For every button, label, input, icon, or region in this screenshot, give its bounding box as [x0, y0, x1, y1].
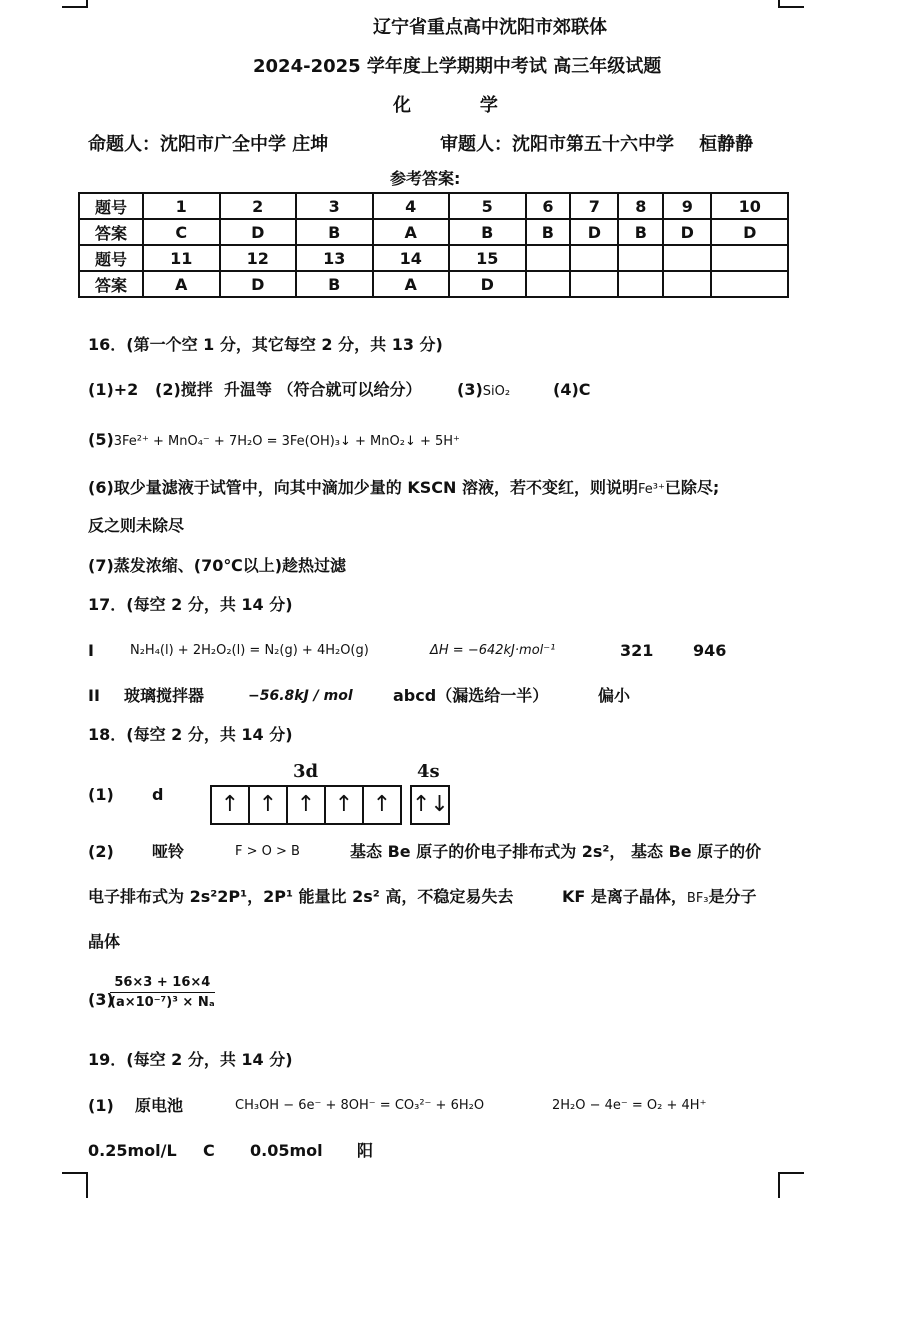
- q17-ii-a: 玻璃搅拌器: [124, 686, 205, 705]
- q19-2-b: C: [203, 1141, 215, 1160]
- table-cell: D: [220, 271, 297, 297]
- table-cell: A: [143, 271, 220, 297]
- table-cell: B: [526, 219, 571, 245]
- q18-2-c: 基态 Be 原子的价电子排布式为 2s²， 基态 Be 原子的价: [350, 842, 762, 861]
- table-cell: 14: [373, 245, 450, 271]
- crop-mark: [778, 1172, 804, 1198]
- q16-heading: 16．(第一个空 1 分，其它每空 2 分，共 13 分): [88, 335, 443, 354]
- table-cell: 9: [663, 193, 711, 219]
- label: (5): [88, 430, 114, 449]
- orbital-cell: ↑: [250, 787, 288, 823]
- table-cell: 15: [449, 245, 526, 271]
- answers-label: 参考答案:: [390, 169, 461, 188]
- q17-ii-b: −56.8kJ / mol: [248, 688, 353, 704]
- q18-2-d: 电子排布式为 2s²2P¹，2P¹ 能量比 2s² 高，不稳定易失去: [88, 887, 514, 906]
- reviewer: 审题人：沈阳市第五十六中学 桓静静: [440, 134, 754, 155]
- table-row: [79, 193, 788, 219]
- q18-3-label: (3): [88, 990, 114, 1009]
- q17-value-2: 946: [693, 641, 727, 660]
- row-header: 答案: [79, 219, 143, 245]
- q17-equation: N₂H₄(l) + 2H₂O₂(l) = N₂(g) + 4H₂O(g): [130, 643, 369, 658]
- orbital-3d-label: 3d: [293, 761, 319, 782]
- answer-table: [78, 192, 789, 298]
- table-cell: B: [296, 271, 373, 297]
- crop-mark: [62, 1172, 88, 1198]
- text: 已除尽;: [664, 478, 720, 497]
- school-title: 辽宁省重点高中沈阳市郊联体: [373, 17, 607, 38]
- denominator: (a×10⁻⁷)³ × Nₐ: [110, 995, 215, 1010]
- q19-1-label: (1): [88, 1096, 114, 1115]
- q19-2-c: 0.05mol: [250, 1141, 323, 1160]
- table-cell: [618, 271, 663, 297]
- q19-1-a: 原电池: [135, 1096, 184, 1115]
- table-cell: 13: [296, 245, 373, 271]
- author: 命题人：沈阳市广全中学 庄坤: [88, 134, 329, 155]
- q16-answer-5: [88, 430, 460, 452]
- table-cell: [526, 245, 571, 271]
- q17-value-1: 321: [620, 641, 654, 660]
- q19-2-d: 阳: [357, 1141, 374, 1160]
- table-cell: 7: [570, 193, 618, 219]
- q19-heading: 19．(每空 2 分，共 14 分): [88, 1050, 293, 1069]
- orbital-cell: ↑: [212, 787, 250, 823]
- table-cell: C: [143, 219, 220, 245]
- numerator: 56×3 + 16×4: [110, 975, 215, 993]
- exam-title: 2024-2025 学年度上学期期中考试 高三年级试题: [253, 56, 662, 77]
- table-row: [79, 271, 788, 297]
- q16-answer-6-cont: 反之则未除尽: [88, 516, 185, 535]
- orbital-cell: ↑: [372, 792, 392, 817]
- formula: BF₃: [686, 891, 709, 906]
- row-header: 题号: [79, 245, 143, 271]
- table-cell: [570, 271, 618, 297]
- orbital-4s-label: 4s: [417, 761, 440, 782]
- table-cell: D: [449, 271, 526, 297]
- q16-answer-1: (1)+2: [88, 380, 139, 399]
- table-cell: [663, 271, 711, 297]
- q18-2-b: F > O > B: [235, 844, 300, 859]
- q18-2-f: 晶体: [88, 932, 121, 951]
- subject-title: 化 学: [393, 95, 498, 116]
- table-cell: [711, 245, 788, 271]
- crop-mark: [62, 0, 88, 8]
- label: (3): [457, 380, 483, 399]
- table-cell: D: [220, 219, 297, 245]
- table-cell: D: [711, 219, 788, 245]
- formula: SiO₂: [482, 384, 511, 399]
- q17-heading: 17．(每空 2 分，共 14 分): [88, 595, 293, 614]
- table-row: [79, 219, 788, 245]
- q18-1-answer: d: [152, 785, 164, 804]
- table-cell: [570, 245, 618, 271]
- q19-1-c: 2H₂O − 4e⁻ = O₂ + 4H⁺: [552, 1098, 707, 1113]
- table-cell: D: [663, 219, 711, 245]
- table-cell: 12: [220, 245, 297, 271]
- table-cell: 10: [711, 193, 788, 219]
- text: 是分子: [708, 887, 757, 906]
- row-header: 题号: [79, 193, 143, 219]
- table-cell: 1: [143, 193, 220, 219]
- orbital-cell: ↑: [288, 787, 326, 823]
- table-cell: B: [449, 219, 526, 245]
- table-cell: 5: [449, 193, 526, 219]
- table-cell: B: [296, 219, 373, 245]
- q18-2-label: (2): [88, 842, 114, 861]
- table-cell: [618, 245, 663, 271]
- table-cell: 11: [143, 245, 220, 271]
- crop-mark: [778, 0, 804, 8]
- table-cell: [526, 271, 571, 297]
- q16-answer-2: (2)搅拌 升温等 （符合就可以给分）: [155, 380, 422, 399]
- q17-part-ii-label: II: [88, 686, 100, 705]
- table-cell: 3: [296, 193, 373, 219]
- table-cell: 8: [618, 193, 663, 219]
- q19-1-b: CH₃OH − 6e⁻ + 8OH⁻ = CO₃²⁻ + 6H₂O: [235, 1098, 485, 1113]
- q17-part-i-label: I: [88, 641, 94, 660]
- q18-heading: 18．(每空 2 分，共 14 分): [88, 725, 293, 744]
- table-cell: [711, 271, 788, 297]
- q18-1-label: (1): [88, 785, 114, 804]
- table-cell: B: [618, 219, 663, 245]
- text: KF 是离子晶体，: [562, 887, 687, 906]
- q16-answer-3: [457, 380, 510, 402]
- q17-enthalpy: ΔH = −642kJ·mol⁻¹: [430, 643, 556, 658]
- q18-2-a: 哑铃: [152, 842, 185, 861]
- q16-answer-7: (7)蒸发浓缩、(70℃以上)趁热过滤: [88, 556, 347, 575]
- table-cell: A: [373, 219, 450, 245]
- text: (6)取少量滤液于试管中，向其中滴加少量的 KSCN 溶液，若不变红，则说明: [88, 478, 638, 497]
- density-fraction: [110, 975, 215, 1010]
- table-cell: 6: [526, 193, 571, 219]
- table-cell: [663, 245, 711, 271]
- q17-ii-c: abcd（漏选给一半）: [393, 686, 549, 705]
- ion: Fe³⁺: [637, 482, 665, 497]
- q16-answer-6: [88, 478, 719, 500]
- table-cell: D: [570, 219, 618, 245]
- orbital-cell: ↑: [326, 787, 364, 823]
- table-cell: 2: [220, 193, 297, 219]
- q19-2-a: 0.25mol/L: [88, 1141, 177, 1160]
- orbital-diagram-3d: [210, 785, 402, 825]
- q18-2-e: [562, 887, 757, 909]
- q16-answer-4: (4)C: [553, 380, 591, 399]
- orbital-diagram-4s: [410, 785, 450, 825]
- equation: 3Fe²⁺ + MnO₄⁻ + 7H₂O = 3Fe(OH)₃↓ + MnO₂↓ + 5H⁺: [113, 434, 460, 449]
- q17-ii-d: 偏小: [598, 686, 631, 705]
- row-header: 答案: [79, 271, 143, 297]
- table-row: [79, 245, 788, 271]
- table-cell: A: [373, 271, 450, 297]
- orbital-cell: ↑↓: [412, 792, 449, 817]
- table-cell: 4: [373, 193, 450, 219]
